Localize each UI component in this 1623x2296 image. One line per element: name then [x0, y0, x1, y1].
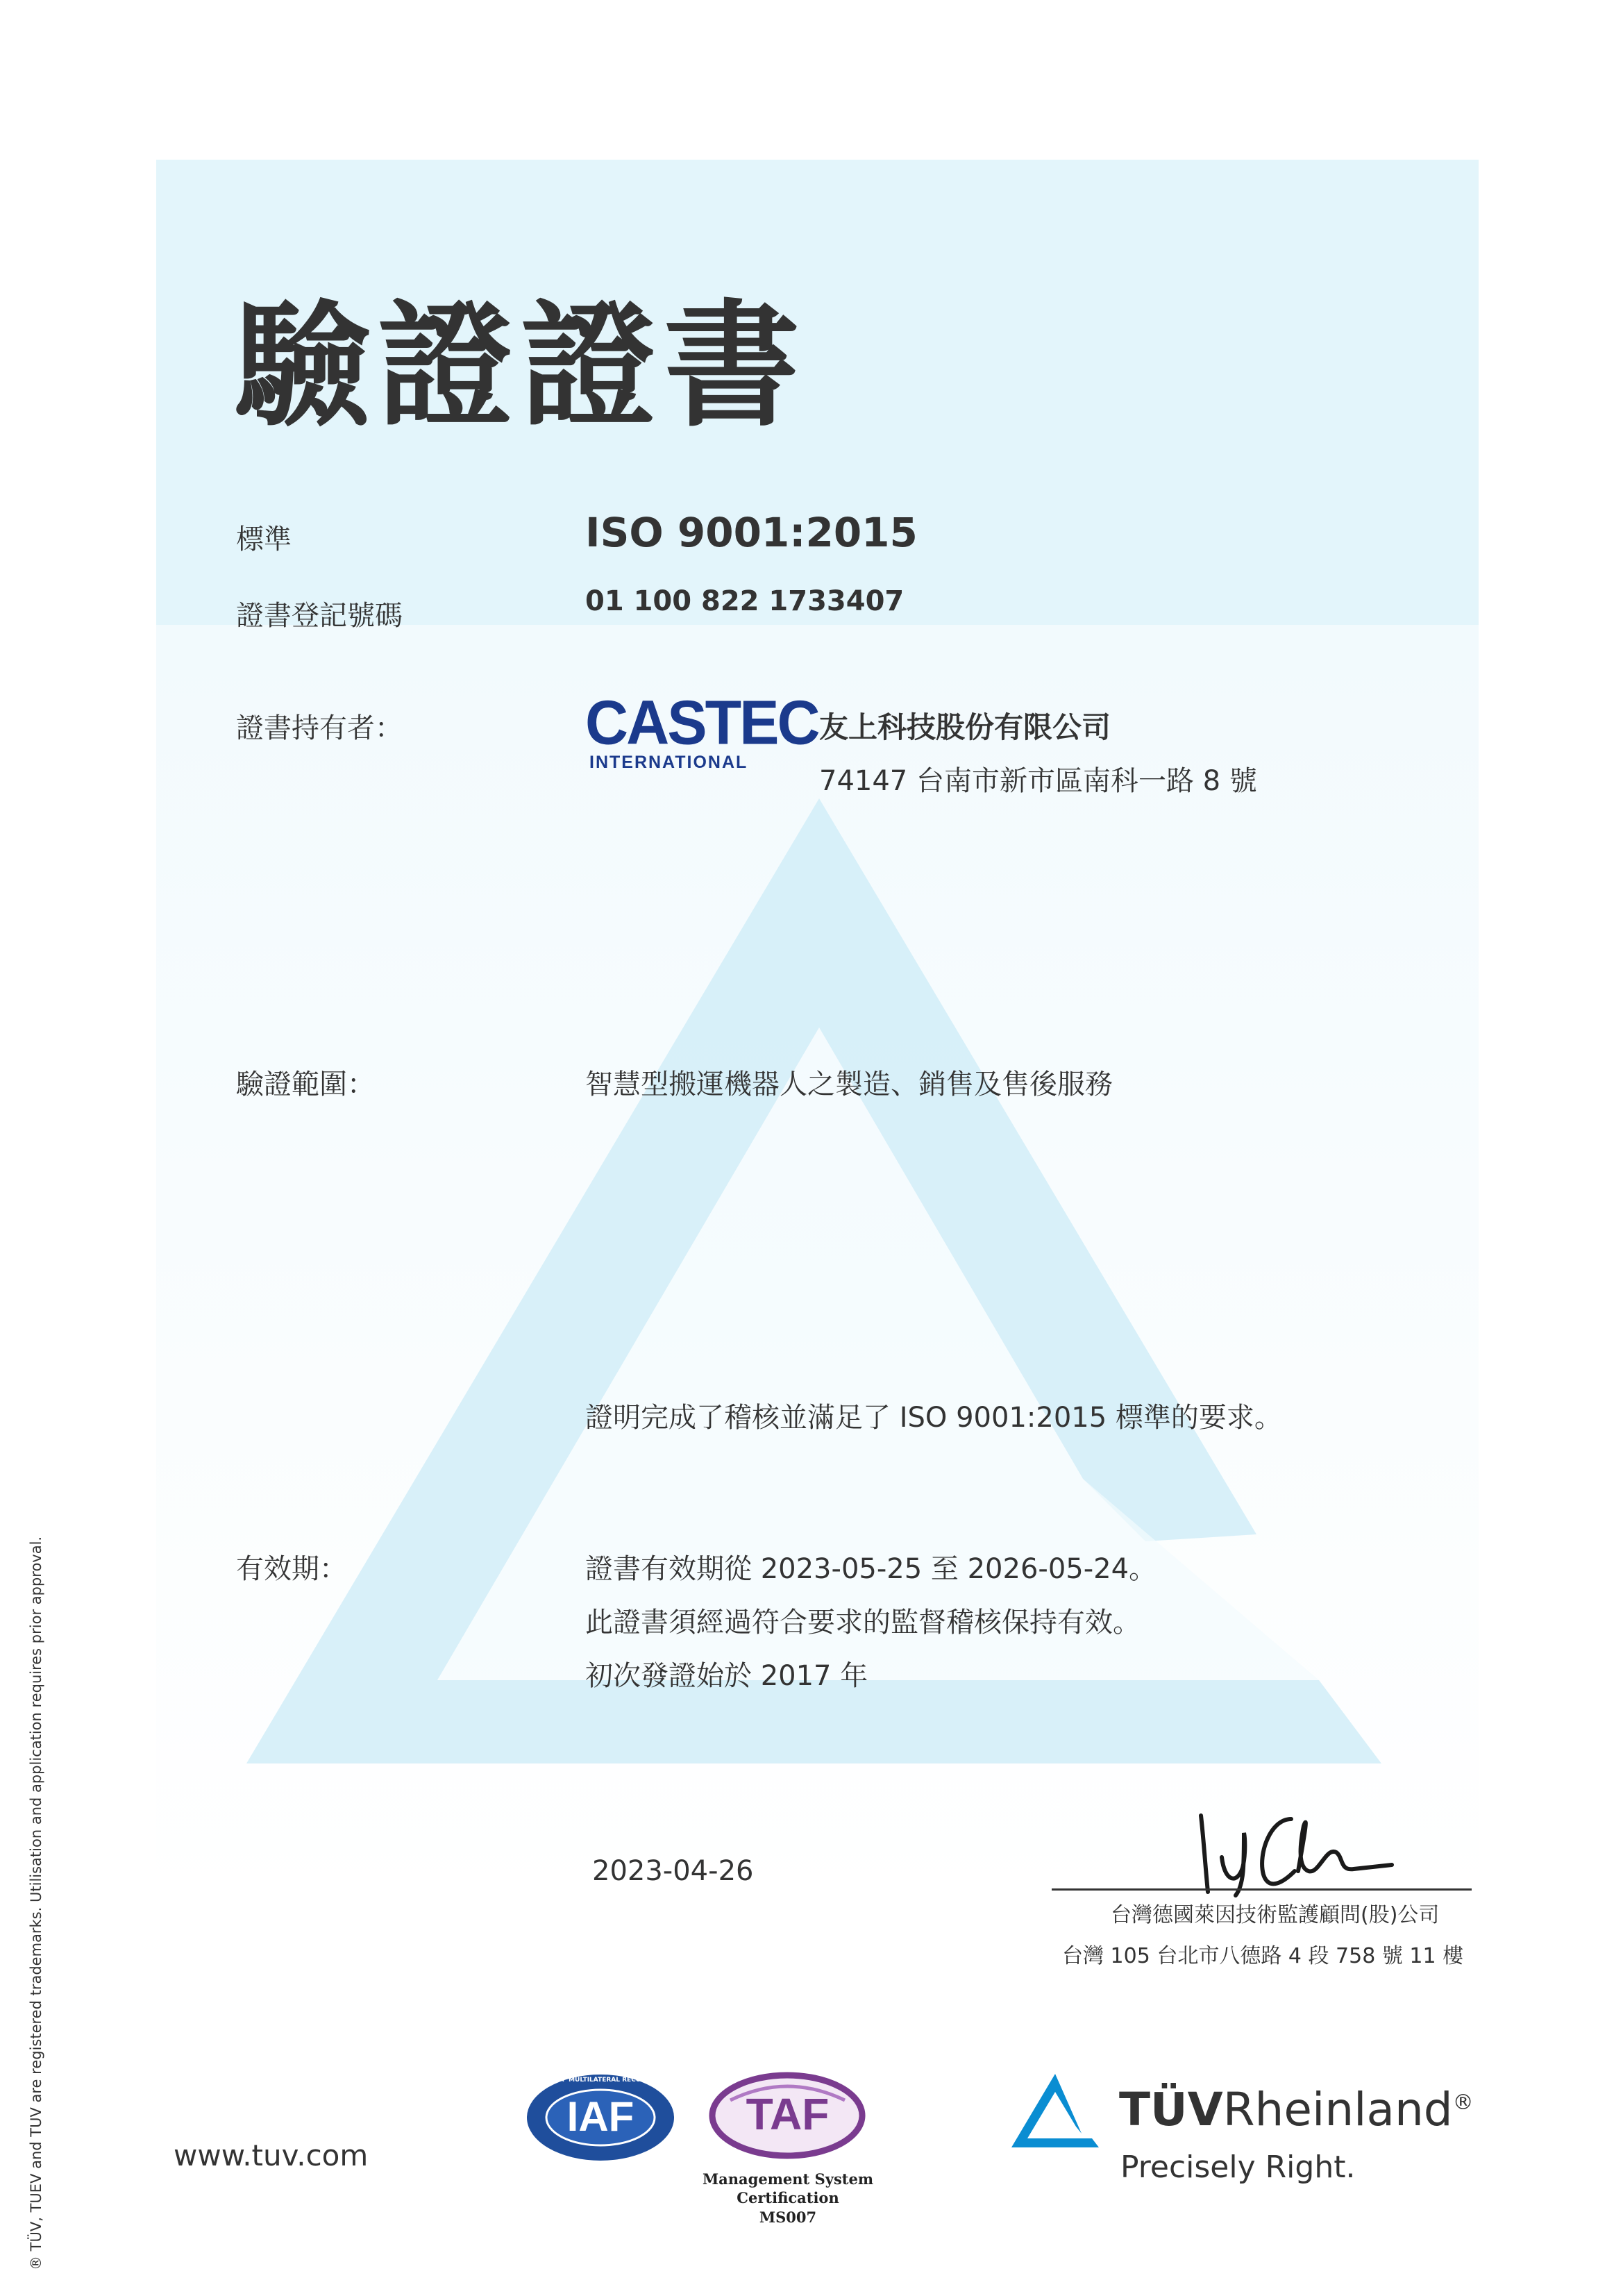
holder-address: 74147 台南市新市區南科一路 8 號 [819, 765, 1257, 797]
holder-company: 友上科技股份有限公司 [819, 710, 1111, 744]
website-link[interactable]: www.tuv.com [174, 2138, 369, 2172]
issuer-name: 台灣德國萊因技術監護顧問(股)公司 [1111, 1903, 1440, 1927]
iaf-text: IAF [566, 2093, 634, 2140]
tuv-brand [1119, 2083, 1474, 2136]
castec-logo [585, 687, 818, 776]
validity-label: 有效期： [236, 1553, 347, 1585]
certificate-title: 驗證證書 [235, 287, 807, 446]
signature-line [1052, 1888, 1472, 1891]
issue-date: 2023-04-26 [592, 1855, 754, 1887]
iaf-logo [524, 2072, 728, 2163]
standard-label: 標準 [236, 523, 292, 555]
tuv-brand-bold: TÜV [1119, 2083, 1223, 2136]
initial-certification: 初次發證始於 2017 年 [585, 1660, 868, 1692]
registration-label: 證書登記號碼 [236, 600, 403, 632]
validity-condition: 此證書須經過符合要求的監督稽核保持有效。 [585, 1607, 1141, 1639]
scope-label: 驗證範圍： [236, 1069, 375, 1100]
taf-text: TAF [746, 2089, 830, 2139]
trademark-notice: ® TÜV, TUEV and TUV are registered trademarks. Utilisation and application requires prior approval. [28, 1536, 44, 2270]
tuv-brand-rest: Rheinland [1222, 2083, 1453, 2136]
scope-value: 智慧型搬運機器人之製造、銷售及售後服務 [585, 1069, 1113, 1100]
tuv-triangle-icon [1010, 2072, 1100, 2149]
castec-logo-subtext: INTERNATIONAL [589, 753, 748, 772]
validity-period: 證書有效期從 2023-05-25 至 2026-05-24。 [585, 1553, 1157, 1585]
signature [1194, 1798, 1402, 1902]
compliance-statement: 證明完成了稽核並滿足了 ISO 9001:2015 標準的要求。 [585, 1402, 1282, 1434]
taf-caption [701, 2170, 875, 2227]
taf-caption-line: Certification [737, 2189, 839, 2207]
holder-label: 證書持有者： [236, 712, 403, 744]
issuer-address: 台灣 105 台北市八德路 4 段 758 號 11 樓 [1062, 1944, 1464, 1968]
tuv-reg-mark: ® [1452, 2090, 1474, 2115]
standard-value: ISO 9001:2015 [585, 509, 918, 556]
tuv-tagline: Precisely Right. [1120, 2150, 1356, 2185]
castec-logo-text: CASTEC [585, 687, 818, 758]
iaf-ring-text: MEMBER OF MULTILATERAL RECOGNITION ARRANGEMENT [524, 2077, 728, 2084]
taf-caption-line: Management System [702, 2170, 874, 2188]
registration-number: 01 100 822 1733407 [585, 585, 905, 617]
taf-caption-line: MS007 [759, 2208, 817, 2226]
taf-logo [709, 2072, 866, 2159]
